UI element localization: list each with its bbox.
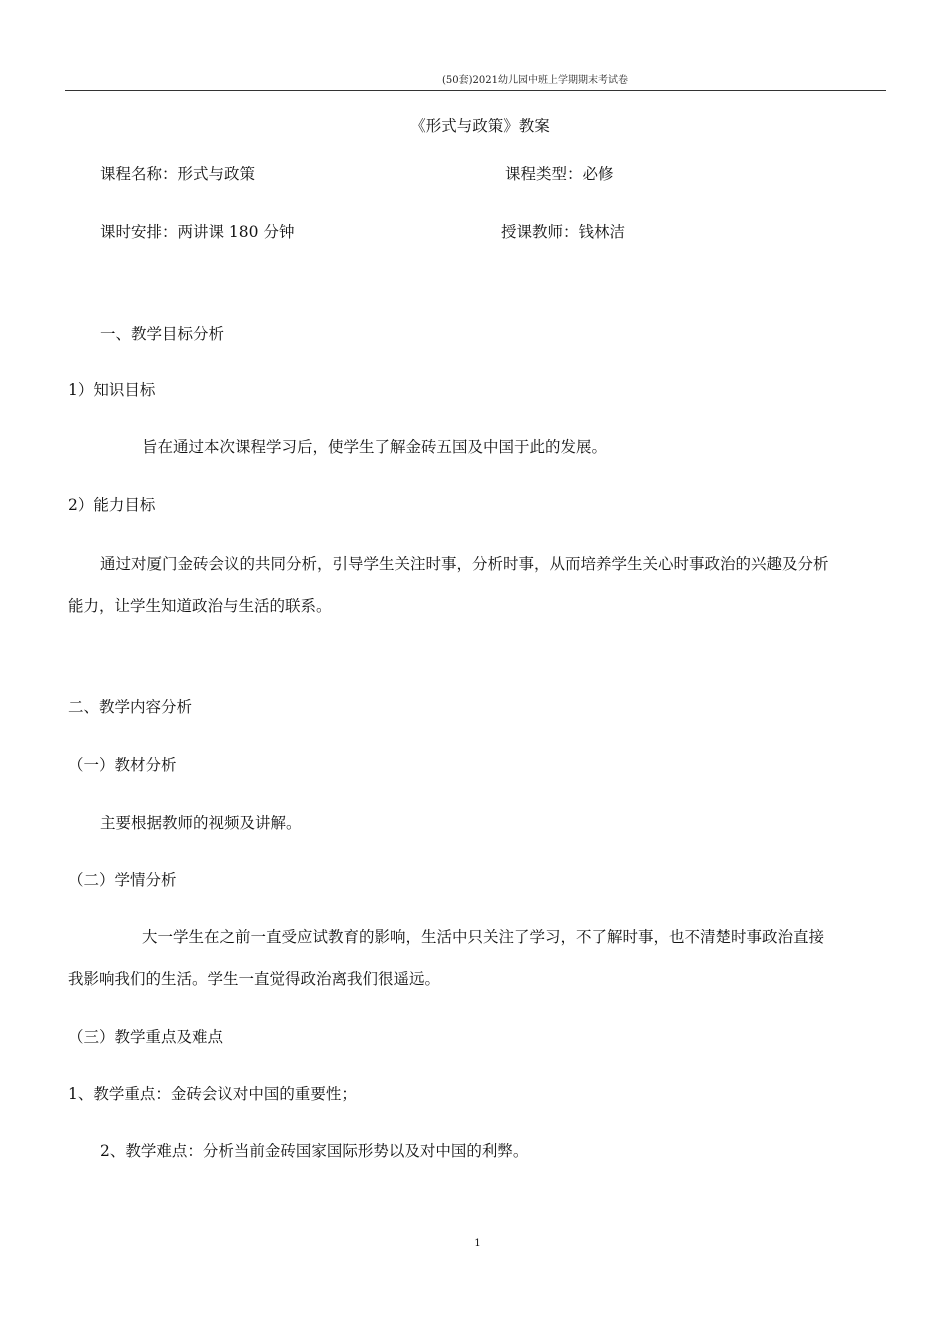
paragraph-knowledge: 旨在通过本次课程学习后，使学生了解金砖五国及中国于此的发展。 [142, 438, 608, 456]
subheading-textbook: （一）教材分析 [68, 756, 177, 774]
subheading-ability: 2）能力目标 [68, 496, 156, 514]
header-divider [65, 90, 886, 91]
difficult-point-item: 2、教学难点：分析当前金砖国家国际形势以及对中国的利弊。 [100, 1142, 529, 1160]
page-number: 1 [474, 1238, 481, 1249]
subheading-knowledge: 1）知识目标 [68, 381, 156, 399]
paragraph-ability-line1: 通过对厦门金砖会议的共同分析，引导学生关注时事，分析时事，从而培养学生关心时事政治的兴趣及分析 [100, 555, 829, 573]
paragraph-learner-line1: 大一学生在之前一直受应试教育的影响，生活中只关注了学习，不了解时事，也不清楚时事政治直接 [142, 928, 825, 946]
teacher-name: 授课教师：钱林洁 [501, 223, 626, 241]
course-type: 课程类型：必修 [505, 165, 614, 183]
class-schedule: 课时安排：两讲课 180 分钟 [100, 223, 295, 241]
course-name: 课程名称：形式与政策 [100, 165, 256, 183]
page-header: (50套)2021幼儿园中班上学期期末考试卷 [442, 75, 628, 86]
paragraph-learner-line2: 我影响我们的生活。学生一直觉得政治离我们很遥远。 [68, 970, 441, 988]
subheading-learner: （二）学情分析 [68, 871, 177, 889]
section-heading-objectives: 一、教学目标分析 [100, 325, 225, 343]
paragraph-textbook: 主要根据教师的视频及讲解。 [100, 814, 302, 832]
section-heading-content: 二、教学内容分析 [68, 698, 193, 716]
paragraph-ability-line2: 能力，让学生知道政治与生活的联系。 [68, 597, 332, 615]
document-title: 《形式与政策》教案 [410, 117, 550, 135]
key-point-item: 1、教学重点：金砖会议对中国的重要性； [68, 1085, 357, 1103]
subheading-key-points: （三）教学重点及难点 [68, 1028, 224, 1046]
